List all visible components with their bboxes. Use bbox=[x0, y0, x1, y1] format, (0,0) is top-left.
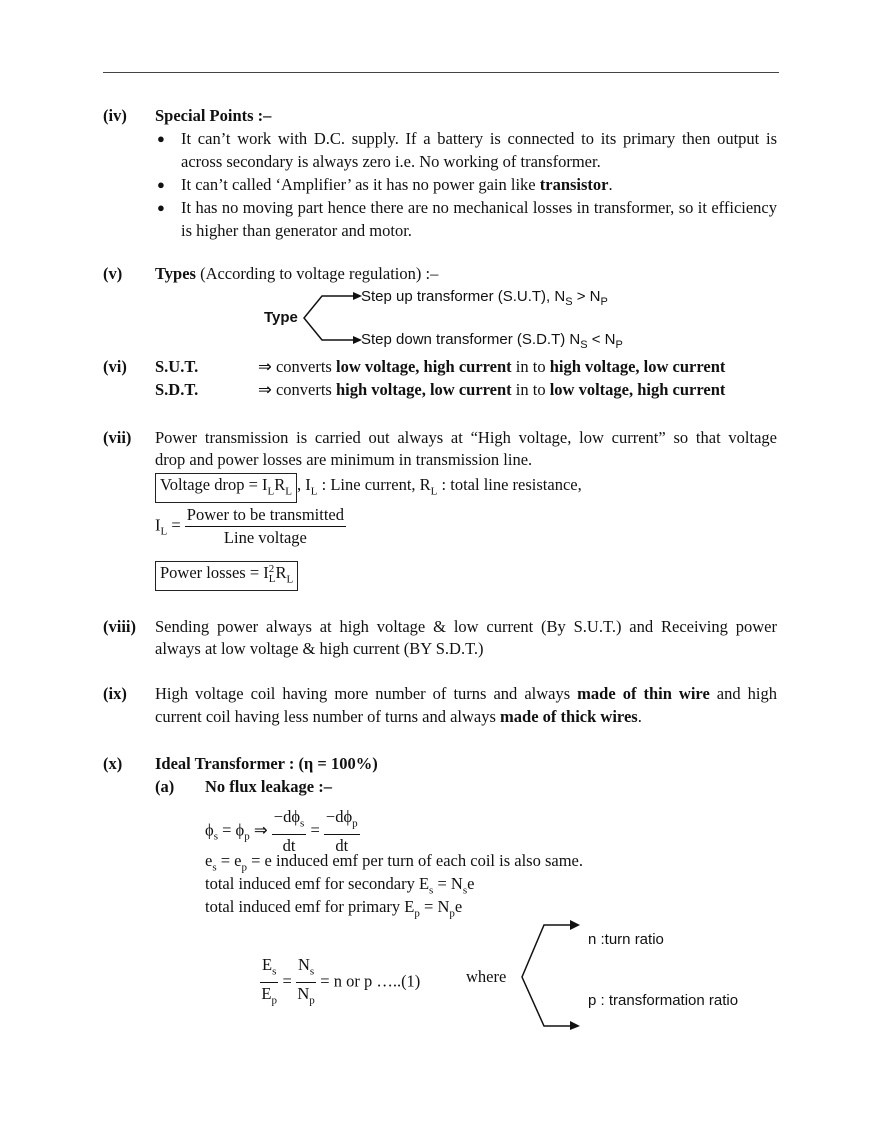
type-branch-arrows-icon bbox=[300, 290, 362, 344]
sub: L bbox=[310, 485, 318, 498]
sub: L bbox=[430, 485, 438, 498]
t: = e induced emf per turn of each coil is also same. bbox=[247, 851, 583, 870]
fraction bbox=[296, 954, 316, 1012]
types-subtitle: (According to voltage regulation) :– bbox=[195, 264, 439, 283]
section-label-viii: (viii) bbox=[103, 617, 136, 636]
types-title: Types bbox=[155, 264, 196, 283]
fraction bbox=[185, 504, 346, 549]
t: Voltage drop = I bbox=[160, 475, 268, 494]
ix-line-1 bbox=[155, 682, 777, 705]
t: = bbox=[167, 515, 181, 535]
sdt-description bbox=[258, 378, 725, 401]
transformation-ratio-label: p : transformation ratio bbox=[588, 992, 739, 1009]
power-losses-box bbox=[155, 561, 298, 591]
bullet-1-line-2: across secondary is always zero i.e. No working of transformer. bbox=[181, 152, 601, 171]
special-points-heading: Special Points :– bbox=[155, 106, 272, 125]
sub: P bbox=[615, 339, 623, 351]
viii-line-1: Sending power always at high voltage & low current (By S.U.T.) and Receiving power bbox=[155, 617, 777, 636]
t: = bbox=[282, 971, 292, 991]
vii-line-1: Power transmission is carried out always at “High voltage, low current” so that voltage bbox=[155, 428, 777, 447]
t: ϕ bbox=[205, 820, 214, 840]
sub: L bbox=[267, 485, 275, 498]
sub: S bbox=[565, 296, 573, 308]
t: and high bbox=[709, 684, 777, 703]
t: current coil having less number of turns and always bbox=[155, 707, 501, 726]
numerator: Power to be transmitted bbox=[185, 504, 346, 527]
numerator bbox=[272, 806, 307, 835]
fraction bbox=[260, 954, 278, 1012]
t: = N bbox=[419, 897, 450, 916]
step-up-label bbox=[361, 285, 608, 314]
denominator: dt bbox=[282, 836, 296, 856]
sub: p bbox=[352, 817, 358, 830]
t: N bbox=[297, 955, 310, 974]
section-label-iv: (iv) bbox=[103, 106, 127, 125]
voltage-drop-formula bbox=[155, 473, 582, 503]
t: ⇒ converts bbox=[258, 357, 336, 376]
step-down-text: Step down transformer (S.D.T) N bbox=[361, 331, 581, 348]
sub: s bbox=[272, 965, 277, 978]
bullet-icon: ● bbox=[157, 177, 165, 192]
t: E bbox=[262, 955, 273, 974]
t: total induced emf for secondary E bbox=[205, 874, 430, 893]
t: = bbox=[217, 820, 236, 840]
sub: s bbox=[309, 965, 315, 978]
t: . bbox=[637, 707, 642, 726]
sdt-abbr: S.D.T. bbox=[155, 380, 199, 399]
t: I bbox=[155, 515, 161, 535]
sub: s bbox=[429, 884, 434, 897]
step-down-label bbox=[361, 328, 623, 357]
type-label: Type bbox=[264, 309, 298, 326]
t: R bbox=[274, 475, 286, 494]
compare: < N bbox=[587, 331, 616, 348]
sup: 2 bbox=[268, 563, 275, 576]
t: High voltage coil having more number of turns and always bbox=[155, 684, 578, 703]
sub: p bbox=[309, 994, 315, 1007]
t: ⇒ bbox=[249, 820, 272, 840]
denominator bbox=[297, 983, 314, 1011]
sut-description bbox=[258, 355, 725, 378]
t: low voltage, high current bbox=[549, 380, 726, 399]
sub: p bbox=[414, 907, 420, 920]
t: total induced emf for primary E bbox=[205, 897, 415, 916]
types-heading bbox=[155, 262, 438, 285]
where-label: where bbox=[466, 967, 507, 986]
section-label-vii: (vii) bbox=[103, 428, 132, 447]
numerator bbox=[324, 806, 360, 835]
section-label-v: (v) bbox=[103, 264, 123, 283]
no-flux-leakage-heading: No flux leakage :– bbox=[205, 777, 332, 796]
bullet-icon: ● bbox=[157, 200, 165, 215]
t: e bbox=[454, 897, 463, 916]
line-current-formula bbox=[155, 504, 346, 549]
sub: p bbox=[271, 994, 277, 1007]
sub: s bbox=[213, 830, 218, 843]
viii-line-2: always at low voltage & high current (BY S.D.T.) bbox=[155, 639, 484, 658]
sub: s bbox=[212, 861, 217, 874]
t: , I bbox=[297, 475, 311, 494]
header-rule bbox=[103, 72, 779, 73]
bullet-2 bbox=[181, 173, 613, 196]
sub: L bbox=[286, 573, 294, 586]
t: high voltage, low current bbox=[549, 357, 726, 376]
numerator bbox=[260, 954, 278, 983]
sub: P bbox=[600, 296, 608, 308]
subsection-label-a: (a) bbox=[155, 777, 175, 796]
denominator bbox=[261, 983, 277, 1011]
section-label-ix: (ix) bbox=[103, 684, 127, 703]
section-label-x: (x) bbox=[103, 754, 123, 773]
t: made of thin wire bbox=[577, 684, 710, 703]
t: low voltage, high current bbox=[335, 357, 512, 376]
t: ⇒ converts bbox=[258, 380, 336, 399]
compare: > N bbox=[572, 288, 601, 305]
t: R bbox=[275, 563, 287, 582]
voltage-drop-box bbox=[155, 473, 297, 503]
sub: L bbox=[160, 525, 168, 538]
numerator bbox=[296, 954, 316, 983]
t: E bbox=[261, 984, 272, 1004]
sub: p bbox=[244, 830, 250, 843]
bullet-3-line-1: It has no moving part hence there are no mechanical losses in transformer, so it efficiency bbox=[181, 198, 777, 217]
section-label-vi: (vi) bbox=[103, 357, 127, 376]
t: made of thick wires bbox=[500, 707, 638, 726]
bullet-2-text: It can’t called ‘Amplifier’ as it has no power gain like bbox=[181, 175, 540, 194]
sub: p bbox=[449, 907, 455, 920]
t: : total line resistance, bbox=[437, 475, 582, 494]
t: ϕ bbox=[235, 820, 245, 840]
sut-abbr: S.U.T. bbox=[155, 357, 199, 376]
denominator: Line voltage bbox=[223, 528, 307, 547]
sub: L bbox=[285, 485, 293, 498]
power-losses-formula bbox=[155, 561, 298, 591]
t: high voltage, low current bbox=[335, 380, 512, 399]
t: Power losses = I bbox=[160, 563, 269, 582]
t: : Line current, R bbox=[317, 475, 431, 494]
t: in to bbox=[511, 380, 550, 399]
sup-sub bbox=[269, 564, 276, 584]
t: e bbox=[467, 874, 475, 893]
t: −dϕ bbox=[325, 807, 353, 826]
sub: L bbox=[268, 573, 276, 586]
t: N bbox=[297, 984, 310, 1004]
bullet-2-end: . bbox=[608, 175, 613, 194]
denominator: dt bbox=[335, 836, 349, 856]
bullet-1-line-1: It can’t work with D.C. supply. If a battery is connected to its primary then output is bbox=[181, 129, 777, 148]
t: in to bbox=[511, 357, 550, 376]
t: −dϕ bbox=[273, 807, 301, 826]
t: e bbox=[205, 851, 213, 870]
primary-emf-line bbox=[205, 895, 462, 925]
bullet-3-line-2: is higher than generator and motor. bbox=[181, 221, 412, 240]
turn-ratio-label: n :turn ratio bbox=[588, 931, 664, 948]
bullet-icon: ● bbox=[157, 131, 165, 146]
step-up-text: Step up transformer (S.U.T), N bbox=[361, 288, 566, 305]
sub: S bbox=[580, 339, 588, 351]
t: = bbox=[310, 820, 320, 840]
ratio-branch-arrows-icon bbox=[518, 920, 580, 1030]
ideal-transformer-heading: Ideal Transformer : (η = 100%) bbox=[155, 754, 378, 773]
t: = e bbox=[216, 851, 242, 870]
ix-line-2 bbox=[155, 705, 642, 728]
vii-line-2: drop and power losses are minimum in transmission line. bbox=[155, 450, 533, 469]
sub: s bbox=[300, 817, 305, 830]
bullet-2-bold: transistor bbox=[539, 175, 609, 194]
sub: s bbox=[462, 884, 468, 897]
sub: p bbox=[241, 861, 247, 874]
t: = n or p …..(1) bbox=[316, 971, 421, 991]
t: = N bbox=[433, 874, 463, 893]
ratio-equation bbox=[260, 954, 420, 1012]
